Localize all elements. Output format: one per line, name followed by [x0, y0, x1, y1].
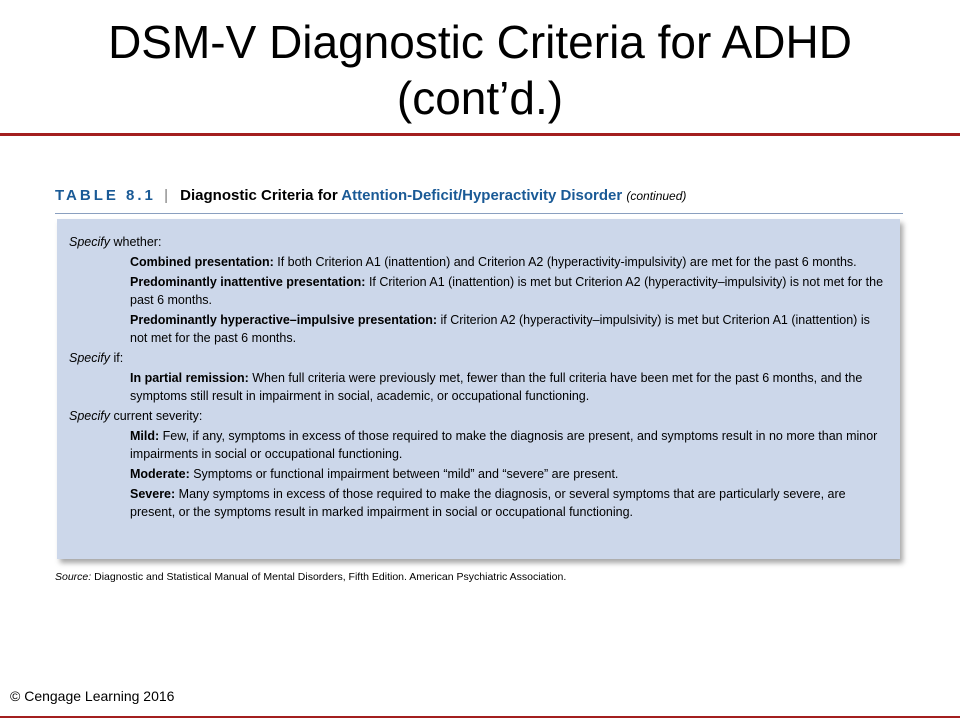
- criterion-term: In partial remission:: [130, 371, 249, 385]
- criterion-text: If both Criterion A1 (inattention) and Criterion A2 (hyperactivity-impulsivity) are met for the past 6 months.: [273, 255, 857, 269]
- criterion-text: Symptoms or functional impairment between “mild” and “severe” are present.: [189, 467, 619, 481]
- table-label-highlight: Attention-Deficit/Hyperactivity Disorder: [341, 187, 623, 204]
- severity-mild: [130, 427, 886, 463]
- specify-rest: whether:: [110, 235, 162, 249]
- criterion-term: Predominantly hyperactive–impulsive presentation:: [130, 313, 438, 327]
- source-text: Diagnostic and Statistical Manual of Mental Disorders, Fifth Edition. American Psychiatric Association.: [91, 571, 567, 583]
- criterion-text: If Criterion A1 (inattention) is met but Criterion A2 (hyperactivity–impulsivity) is not met for the past 6 months.: [130, 275, 884, 307]
- specify-severity: [69, 407, 886, 425]
- criterion-hyperactive: [130, 311, 886, 347]
- table-label-prefix: Diagnostic Criteria for: [180, 187, 342, 204]
- table-continued: (continued): [626, 189, 687, 203]
- specify-word: Specify: [69, 409, 110, 423]
- slide-title-line1: DSM-V Diagnostic Criteria for ADHD: [108, 16, 852, 68]
- source-label: Source:: [55, 571, 92, 583]
- criterion-text: if Criterion A2 (hyperactivity–impulsivity) is met but Criterion A1 (inattention) is not met for the past 6 months.: [130, 313, 870, 345]
- severity-severe: [130, 485, 886, 521]
- criteria-box: [57, 219, 900, 559]
- source-note: [55, 571, 566, 583]
- specify-word: Specify: [69, 351, 110, 365]
- specify-rest: current severity:: [110, 409, 203, 423]
- criterion-combined: [130, 253, 886, 271]
- criterion-text: Few, if any, symptoms in excess of those required to make the diagnosis are present, and symptoms result in no more than minor impairments in social or occupational functioning.: [130, 429, 878, 461]
- copyright-notice: © Cengage Learning 2016: [10, 688, 175, 704]
- criterion-term: Severe:: [130, 487, 176, 501]
- title-divider: [0, 133, 960, 136]
- table-heading-rule: [55, 213, 903, 214]
- criterion-term: Predominantly inattentive presentation:: [130, 275, 366, 289]
- criterion-term: Combined presentation:: [130, 255, 274, 269]
- criterion-text: Many symptoms in excess of those required to make the diagnosis, or several symptoms that are particularly severe, are present, or the symptoms result in marked impairment in social or occupational functioning.: [130, 487, 846, 519]
- specify-rest: if:: [110, 351, 124, 365]
- criterion-remission: [130, 369, 886, 405]
- specify-if: [69, 349, 886, 367]
- slide-title: [0, 14, 960, 126]
- criterion-term: Mild:: [130, 429, 160, 443]
- table-heading: [55, 187, 915, 204]
- table-number: TABLE 8.1: [55, 187, 156, 204]
- specify-whether: [69, 233, 886, 251]
- criterion-term: Moderate:: [130, 467, 190, 481]
- bottom-divider: [0, 716, 960, 718]
- slide-title-line2: (cont’d.): [396, 72, 564, 124]
- criterion-text: When full criteria were previously met, fewer than the full criteria have been met for the past 6 months, and the symptoms still result in impairment in social, academic, or occupational functioning.: [130, 371, 863, 403]
- table-separator: |: [164, 187, 168, 204]
- criterion-inattentive: [130, 273, 886, 309]
- severity-moderate: [130, 465, 886, 483]
- specify-word: Specify: [69, 235, 110, 249]
